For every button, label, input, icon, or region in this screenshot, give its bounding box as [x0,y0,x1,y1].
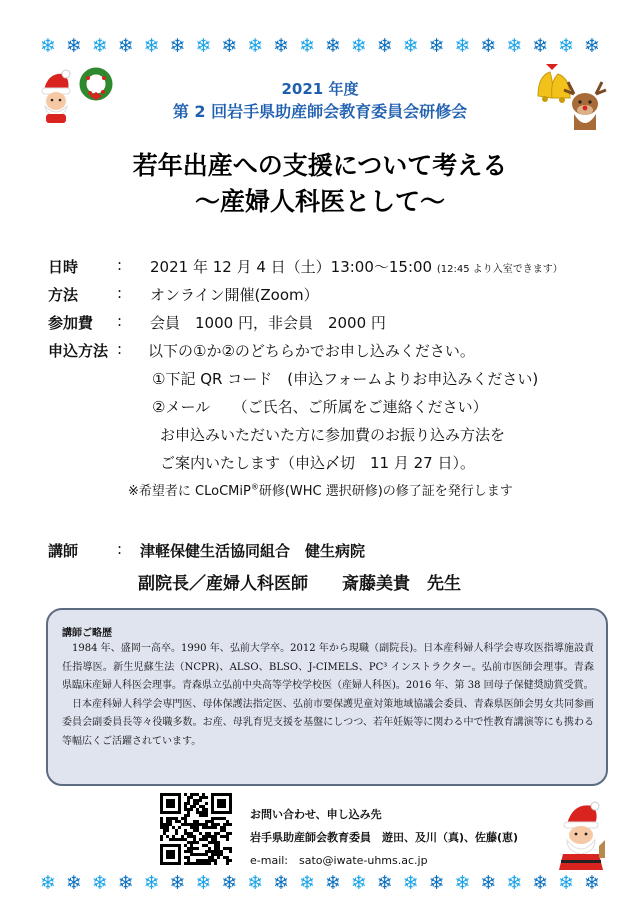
snowflake-icon: ❄ [324,872,341,894]
snowflake-icon: ❄ [40,872,56,894]
snowflake-icon: ❄ [273,872,290,894]
apply-note-line2: ご案内いたします（申込〆切 11 月 27 日）。 [160,454,475,472]
snowflake-icon: ❄ [480,35,497,57]
apply-option-email: ②メール （ご氏名、ご所属をご連絡ください） [152,398,488,416]
certificate-note-end: 研修(WHC 選択研修)の修了証を発行します [258,484,513,499]
snowflake-icon: ❄ [65,35,82,57]
page-subtitle: ～産婦人科医として～ [194,187,445,216]
snowflake-icon: ❄ [558,35,575,57]
date-colon: : [117,256,123,274]
snowflake-icon: ❄ [350,35,367,57]
snowflake-icon: ❄ [247,35,264,57]
method-label: 方法 [48,286,79,304]
snowflake-icon: ❄ [558,872,575,894]
speaker-label: 講師 [48,542,79,560]
apply-intro: 以下の①か②のどちらかでお申し込みください。 [148,342,475,360]
certificate-note-start: ※希望者に CLoCMiP [128,484,251,499]
apply-option-qr: ①下記 QR コード (申込フォームよりお申込みください) [152,370,539,388]
snowflake-icon: ❄ [506,872,523,894]
date-label: 日時 [48,258,79,276]
snowflake-icon: ❄ [195,872,212,894]
snowflake-icon: ❄ [91,35,108,57]
snowflake-icon: ❄ [247,872,264,894]
registered-mark: ® [250,482,259,492]
snowflake-icon: ❄ [65,872,82,894]
speaker-organization: 津軽保健生活協同組合 健生病院 [140,542,366,560]
page-title: 若年出産への支援について考える [132,151,508,180]
event-name: 第 2 回岩手県助産師会教育委員会研修会 [172,102,468,121]
snowflake-icon: ❄ [584,872,600,894]
contact-organization: 岩手県助産師会教育委員 遊田、及川（真)、佐藤(恵) [250,831,519,844]
profile-paragraph-1: 1984 年、盛岡一高卒。1990 年、弘前大学卒。2012 年から現職（副院長)。日本産科婦人科学会専攻医指導施設責任指導医。新生児蘇生法（NCPR)、ALSO、BLSO、J-CIMELS、PC³ インストラクター。弘前市医師会理事。青森県臨床産婦人科医会理事。青森県立弘前中央高等学校学校医（産婦人科医)。2016 年、第 38 回母子保健奨励賞受賞。 [62,643,594,692]
snowflake-icon: ❄ [428,872,445,894]
snowflake-icon: ❄ [584,35,600,57]
profile-paragraph-2: 日本産科婦人科学会専門医、母体保護法指定医、弘前市要保護児童対策地域協議会委員、青森県医師会男女共同参画委員会副委員長等々役職多数。お産、母乳育児支援を基盤にしつつ、若年妊娠等に関わる中で性教育講演等にも携わる等幅広くご活躍されています。 [62,698,594,747]
snowflake-icon: ❄ [376,872,393,894]
apply-colon: : [117,340,123,358]
snowflake-icon: ❄ [143,35,160,57]
snowflake-icon: ❄ [532,872,549,894]
snowflake-icon: ❄ [428,35,445,57]
profile-heading: 講師ご略歴 [62,628,112,639]
snowflake-icon: ❄ [195,35,212,57]
snowflake-icon: ❄ [117,872,134,894]
fee-colon: : [117,312,123,330]
snowflake-icon: ❄ [299,872,315,894]
date-value: 2021 年 12 月 4 日（土）13:00～15:00 [150,258,433,276]
contact-heading: お問い合わせ、申し込み先 [250,808,382,821]
snowflake-icon: ❄ [169,872,186,894]
method-value: オンライン開催(Zoom） [150,286,319,304]
snowflake-icon: ❄ [299,35,315,57]
speaker-colon: : [117,540,123,558]
snowflake-icon: ❄ [143,872,160,894]
qr-code-icon [160,793,232,865]
apply-label: 申込方法 [48,342,109,360]
profile-body [62,640,594,752]
snowflake-icon: ❄ [221,872,238,894]
snowflake-icon: ❄ [169,35,186,57]
snowflake-icon: ❄ [532,35,549,57]
snowflake-icon: ❄ [350,872,367,894]
snowflake-icon: ❄ [454,35,471,57]
snowflake-icon: ❄ [376,35,393,57]
method-colon: : [117,284,123,302]
snowflake-border-top [40,35,600,57]
santa-icon [555,800,607,870]
snowflake-icon: ❄ [402,35,419,57]
contact-email: e-mail: sato@iwate-uhms.ac.jp [250,854,428,867]
fee-value: 会員 1000 円，非会員 2000 円 [150,314,386,332]
certificate-note [128,480,513,499]
snowflake-icon: ❄ [117,35,134,57]
snowflake-icon: ❄ [506,35,523,57]
snowflake-icon: ❄ [324,35,341,57]
speaker-profile-box [46,608,608,786]
date-note: (12:45 より入室できます） [436,264,563,275]
snowflake-icon: ❄ [221,35,238,57]
date-row [150,256,563,277]
snowflake-icon: ❄ [273,35,290,57]
fee-label: 参加費 [48,314,94,332]
apply-note-line1: お申込みいただいた方に参加費のお振り込み方法を [160,426,506,444]
snowflake-border-bottom [40,872,600,894]
event-year: 2021 年度 [281,80,359,98]
snowflake-icon: ❄ [402,872,419,894]
snowflake-icon: ❄ [454,872,471,894]
snowflake-icon: ❄ [40,35,56,57]
snowflake-icon: ❄ [91,872,108,894]
snowflake-icon: ❄ [480,872,497,894]
speaker-title-name: 副院長／産婦人科医師 斎藤美貴 先生 [138,574,461,594]
